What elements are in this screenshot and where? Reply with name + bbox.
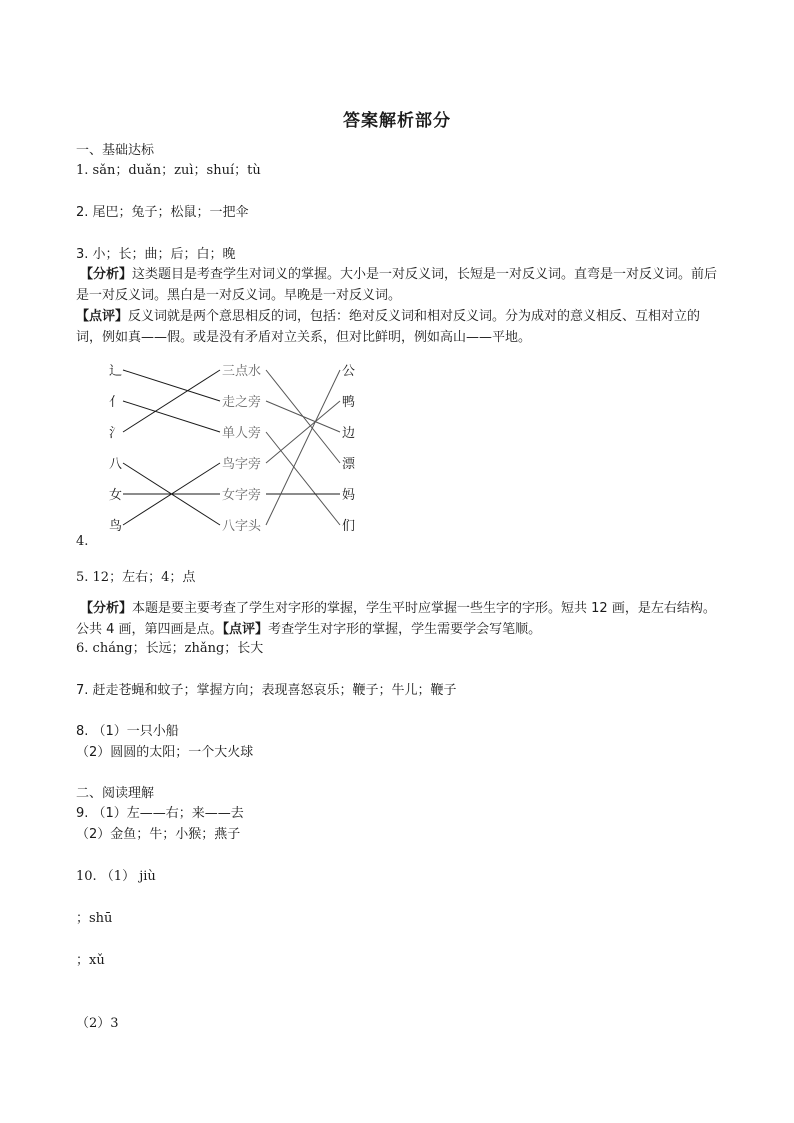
comment-tag: 【点评】 [76, 309, 129, 324]
radical-left-item: 八 [109, 457, 123, 472]
answer-q7: 7. 赶走苍蝇和蚊子；掌握方向；表现喜怒哀乐；鞭子；牛儿；鞭子 [76, 683, 457, 698]
answer-q8-part1: 8. （1）一只小船 [76, 724, 179, 739]
character-right-item: 边 [342, 426, 356, 441]
radical-name-item: 女字旁 [222, 488, 262, 503]
page-title: 答案解析部分 [343, 111, 451, 131]
matching-diagram [0, 0, 794, 560]
answer-q10-line3: ；xǔ [76, 953, 105, 968]
analysis-text: 这类题目是考查学生对词义的掌握。大小是一对反义词，长短是一对反义词。直弯是一对反义词。前后是一对反义词。黑白是一对反义词。早晚是一对反义词。 [76, 267, 718, 303]
q5-analysis [76, 598, 722, 640]
answer-q3: 3. 小；长；曲；后；白；晚 [76, 247, 236, 262]
radical-left-item: 亻 [109, 395, 123, 410]
analysis-tag: 【分析】 [80, 267, 133, 282]
match-line-left [123, 370, 220, 432]
character-right-item: 鸭 [342, 395, 356, 410]
match-line-right [266, 432, 340, 525]
section-heading-reading: 二、阅读理解 [76, 786, 155, 801]
match-line-right [266, 401, 340, 432]
answer-q5: 5. 12；左右；4；点 [76, 570, 196, 585]
radical-name-item: 单人旁 [222, 426, 262, 441]
radical-left-item: 辶 [109, 364, 123, 379]
section-heading-basic: 一、基础达标 [76, 143, 155, 158]
radical-left-item: 鸟 [109, 519, 123, 534]
answer-q1: 1. sǎn；duǎn；zuì；shuí；tù [76, 163, 261, 178]
match-line-right [266, 370, 340, 525]
answer-q6: 6. cháng；长远；zhǎng；长大 [76, 641, 264, 656]
answer-q10-part2: （2）3 [76, 1016, 119, 1031]
match-line-left [123, 401, 220, 432]
character-right-item: 们 [342, 519, 356, 534]
analysis-text: 本题是要主要考查了学生对字形的掌握，学生平时应掌握一些生字的字形。短共 12 画，是左右结构。公共 4 画，第四画是点。 [76, 601, 716, 637]
q4-label: 4. [76, 534, 89, 549]
answer-q10-part1: 10. （1） jiù [76, 869, 156, 884]
match-line-right [266, 401, 340, 463]
answer-q2: 2. 尾巴；兔子；松鼠；一把伞 [76, 205, 249, 220]
comment-tag: 【点评】 [222, 622, 269, 637]
analysis-tag: 【分析】 [80, 601, 133, 616]
match-line-left [123, 370, 220, 401]
character-right-item: 漂 [342, 457, 356, 472]
character-right-item: 妈 [342, 488, 356, 503]
comment-text: 考查学生对字形的掌握，学生需要学会写笔顺。 [268, 622, 542, 637]
answer-q9-part2: （2）金鱼；牛；小猴；燕子 [76, 827, 241, 842]
comment-text: 反义词就是两个意思相反的词，包括：绝对反义词和相对反义词。分为成对的意义相反、互相对立的词，例如真——假。或是没有矛盾对立关系，但对比鲜明，例如高山——平地。 [76, 309, 701, 345]
answer-q9-part1: 9. （1）左——右；来——去 [76, 806, 244, 821]
radical-left-item: 氵 [109, 426, 123, 441]
character-right-item: 公 [342, 364, 356, 379]
radical-name-item: 走之旁 [222, 395, 262, 410]
radical-name-item: 三点水 [222, 364, 262, 379]
radical-name-item: 鸟字旁 [222, 457, 262, 472]
radical-left-item: 女 [109, 488, 123, 503]
radical-name-item: 八字头 [222, 519, 262, 534]
answer-q8-part2: （2）圆圆的太阳；一个大火球 [76, 745, 254, 760]
answer-q10-line2: ；shū [76, 911, 113, 926]
